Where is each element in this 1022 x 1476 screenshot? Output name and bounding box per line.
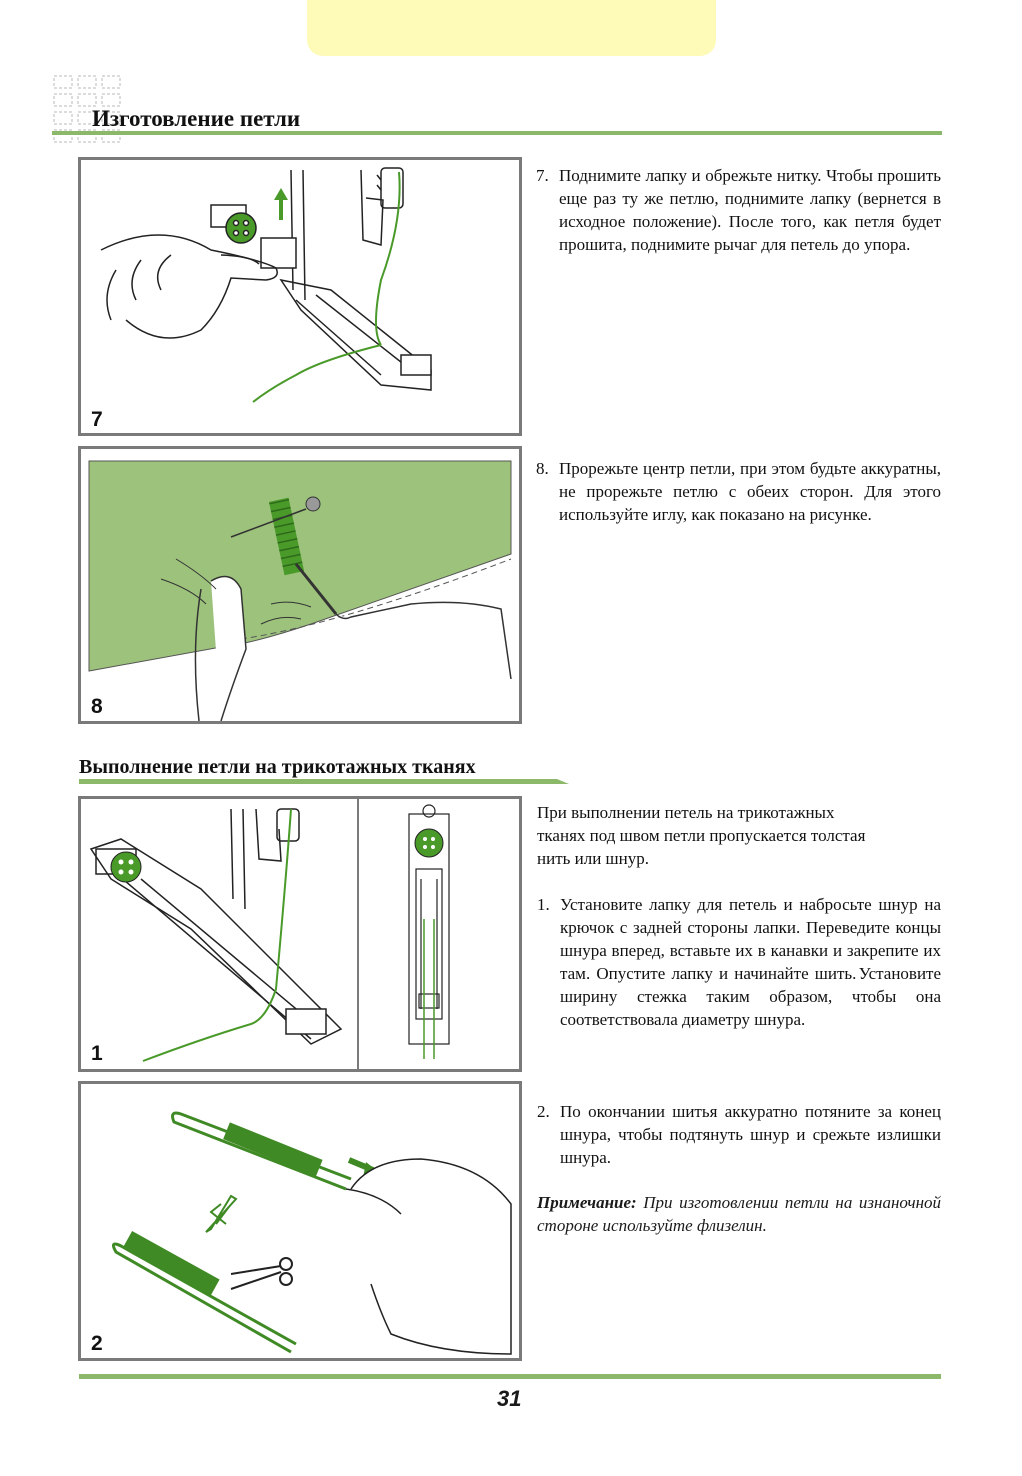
figure-1-frame (78, 796, 522, 1072)
section-2-title: Выполнение петли на трикотажных тканях (79, 756, 476, 778)
figure-2-frame (78, 1081, 522, 1361)
pull-cord-illustration (81, 1084, 519, 1358)
figure-7-frame (78, 157, 522, 436)
step-7-line: После того, как петля будет прошита, (559, 212, 942, 254)
figure-1-number: 1 (91, 1042, 103, 1065)
step-8-line: сторон. Для этого используйте иглу, как (559, 482, 942, 524)
cutting-buttonhole-illustration (81, 449, 519, 721)
intro-line: нить или шнур. (537, 849, 649, 868)
step-7-line: Поднимите лапку и обрежьте нитку. Чтобы (559, 166, 873, 185)
step-1-number: 1. (537, 895, 550, 914)
figure-8-frame (78, 446, 522, 724)
title-underline (52, 131, 942, 135)
presser-foot-illustration (81, 160, 519, 433)
top-banner (307, 0, 716, 56)
step-2-line: срежьте излишки шнура. (560, 1125, 941, 1167)
section-2-underline (79, 775, 579, 785)
step-2-line: за конец шнура, чтобы подтянуть шнур и (560, 1102, 942, 1144)
step-8-line: Прорежьте центр петли, при этом будьте (559, 459, 857, 478)
step-1-line: шнура. (754, 1010, 806, 1029)
step-2-line: По окончании шитья аккуратно потяните (560, 1102, 871, 1121)
step-1-line: Установите лапку для петель и набросьте (560, 895, 872, 914)
step-1-line: лапку и начинайте шить. (671, 964, 857, 983)
step-7 (536, 164, 941, 284)
step-7-number: 7. (536, 166, 549, 185)
step-1 (537, 893, 941, 1079)
figure-7-number: 7 (91, 408, 103, 431)
note-label: Примечание: (537, 1193, 637, 1212)
note-text: При изготовлении петли на изнаночной стороне используйте флизелин. (537, 1193, 942, 1235)
step-8-line: аккуратны, не прорежьте петлю с обеих (559, 459, 941, 501)
step-2-text (560, 1100, 941, 1169)
step-7-line: поднимите рычаг для петель до упора. (630, 235, 911, 254)
step-8-text (559, 457, 941, 526)
step-1-text (560, 893, 941, 1031)
figure-8-number: 8 (91, 695, 103, 718)
step-7-line: прошить еще раз ту же петлю, поднимите (559, 166, 941, 208)
step-7-text (559, 164, 941, 256)
knit-buttonhole-foot-illustration (81, 799, 519, 1069)
step-8-line: показано на рисунке. (719, 505, 872, 524)
section-title: Изготовление петли (92, 106, 301, 131)
figure-2-number: 2 (91, 1332, 103, 1355)
step-1-line: Переведите концы шнура вперед, вставьте (560, 918, 941, 960)
step-1-line: их в канавки и закрепите их там. Опустите (560, 941, 942, 983)
step-8 (536, 457, 941, 553)
step-8-number: 8. (536, 459, 549, 478)
footer-rule (79, 1374, 941, 1379)
page-number: 31 (497, 1386, 522, 1411)
note (537, 1191, 941, 1237)
intro-line: При выполнении петель на трикотажных (537, 803, 835, 822)
step-7-line: лапку (вернется в исходное положение). (559, 189, 941, 231)
step-1-line: шнур на крючок с задней стороны лапки. (560, 895, 941, 937)
knit-intro (537, 801, 941, 870)
step-2 (537, 1100, 941, 1172)
step-1-line: Установите ширину стежка таким образом, (560, 964, 942, 1006)
step-2-number: 2. (537, 1102, 550, 1121)
intro-line: тканях под швом петли пропускается толстая (537, 826, 866, 845)
step-1-line: чтобы она соответствовала диаметру (560, 987, 941, 1029)
